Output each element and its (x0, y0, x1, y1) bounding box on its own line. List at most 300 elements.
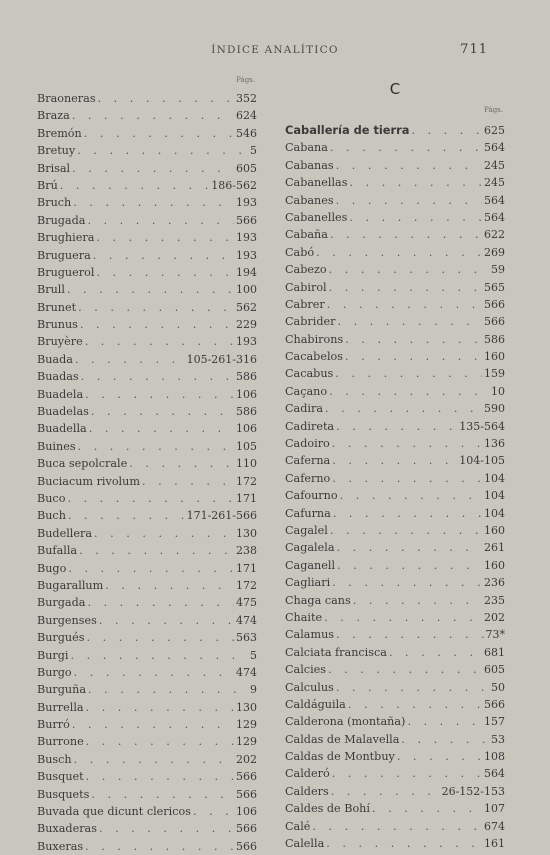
dot-leader (193, 803, 234, 820)
column-header (37, 74, 257, 90)
entry-pages: 193 (236, 335, 257, 349)
dot-leader (345, 331, 482, 348)
entry-term: Cafourno (285, 489, 338, 503)
index-entry (285, 574, 505, 591)
dot-leader (345, 348, 482, 365)
entry-pages: 674 (484, 819, 505, 833)
entry-term: Bufalla (37, 544, 78, 558)
entry-pages: 590 (484, 402, 505, 416)
pages-label: Págs. (484, 106, 503, 114)
index-entry (285, 244, 505, 261)
entry-pages: 474 (236, 613, 257, 627)
index-entry (285, 452, 505, 469)
dot-leader (328, 661, 482, 678)
index-entry (285, 592, 505, 609)
dot-leader (407, 713, 482, 730)
entry-pages: 171-261-566 (186, 509, 257, 523)
index-entry (37, 438, 257, 455)
dot-leader (78, 299, 234, 316)
index-entry (285, 400, 505, 417)
index-entry (285, 313, 505, 330)
entry-pages: 104-105 (459, 454, 505, 468)
entry-pages: 546 (236, 126, 257, 140)
entry-term: Caldas de Montbuy (285, 750, 395, 764)
entry-term: Burgenses (37, 613, 97, 627)
entry-term: Caferna (285, 454, 331, 468)
dot-leader (78, 438, 234, 455)
entry-term: Burgi (37, 648, 69, 662)
index-entry (37, 177, 257, 194)
section-letter: C (389, 80, 401, 98)
entry-pages: 202 (236, 752, 257, 766)
entry-term: Brisal (37, 161, 71, 175)
entry-pages: 130 (236, 526, 257, 540)
entry-pages: 563 (236, 631, 257, 645)
entry-term: Brunus (37, 318, 78, 332)
index-entry (37, 733, 257, 750)
dot-leader (330, 522, 482, 539)
index-entry (285, 661, 505, 678)
entry-term: Cadoiro (285, 437, 330, 451)
entry-term: Brughiera (37, 231, 95, 245)
dot-leader (329, 261, 489, 278)
dot-leader (349, 209, 482, 226)
entry-pages: 566 (236, 822, 257, 836)
index-entry (285, 139, 505, 156)
index-entry (285, 348, 505, 365)
dot-leader (72, 716, 234, 733)
index-entry (285, 731, 505, 748)
index-entry (285, 365, 505, 382)
entry-term: Buch (37, 509, 66, 523)
dot-leader (316, 244, 482, 261)
entry-list (285, 122, 505, 852)
index-entry (37, 594, 257, 611)
entry-term: Cabanas (285, 158, 334, 172)
entry-pages: 172 (236, 578, 257, 592)
dot-leader (74, 751, 234, 768)
dot-leader (325, 400, 482, 417)
index-entry (37, 247, 257, 264)
index-entry (37, 194, 257, 211)
dot-leader (332, 574, 482, 591)
entry-term: Chabirons (285, 332, 344, 346)
entry-term: Busquets (37, 787, 90, 801)
entry-term: Bretuy (37, 144, 76, 158)
entry-term: Bremón (37, 126, 82, 140)
index-entry (285, 835, 505, 852)
entry-term: Busch (37, 752, 72, 766)
entry-pages: 562 (236, 300, 257, 314)
dot-leader (353, 592, 482, 609)
entry-pages: 238 (236, 544, 257, 558)
entry-pages: 10 (491, 384, 505, 398)
index-entry (37, 281, 257, 298)
dot-leader (336, 192, 482, 209)
dot-leader (372, 800, 482, 817)
index-entry (285, 783, 505, 800)
entry-pages: 104 (484, 506, 505, 520)
dot-leader (86, 768, 234, 785)
entry-term: Cabrider (285, 315, 336, 329)
index-entry (285, 418, 505, 435)
dot-leader (336, 626, 483, 643)
dot-leader (333, 505, 482, 522)
running-head (0, 44, 550, 62)
entry-term: Bugarallum (37, 578, 104, 592)
entry-pages: 564 (484, 141, 505, 155)
entry-term: Calciata francisca (285, 645, 387, 659)
entry-pages: 202 (484, 610, 505, 624)
index-entry (285, 765, 505, 782)
entry-term: Buciacum rivolum (37, 474, 140, 488)
dot-leader (329, 279, 482, 296)
dot-leader (85, 386, 234, 403)
entry-pages: 136 (484, 437, 505, 451)
entry-term: Cadireta (285, 419, 335, 433)
index-entry (285, 505, 505, 522)
dot-leader (99, 820, 234, 837)
dot-leader (411, 122, 482, 139)
dot-leader (71, 647, 248, 664)
index-entry (37, 473, 257, 490)
entry-term: Bugo (37, 561, 67, 575)
entry-pages: 566 (484, 697, 505, 711)
index-entry (285, 748, 505, 765)
entry-pages: 104 (484, 471, 505, 485)
entry-pages: 5 (250, 144, 257, 158)
dot-leader (336, 418, 457, 435)
index-entry (285, 470, 505, 487)
entry-term: Brull (37, 283, 65, 297)
entry-pages: 106 (236, 422, 257, 436)
index-entry (285, 679, 505, 696)
index-entry (37, 455, 257, 472)
dot-leader (336, 679, 489, 696)
entry-pages: 622 (484, 228, 505, 242)
dot-leader (89, 420, 234, 437)
entry-pages: 566 (236, 770, 257, 784)
entry-term: Budellera (37, 526, 93, 540)
entry-pages: 135-564 (459, 419, 505, 433)
dot-leader (401, 731, 489, 748)
entry-pages: 605 (236, 161, 257, 175)
page-number: 711 (460, 42, 488, 57)
dot-leader (332, 452, 457, 469)
dot-leader (340, 487, 482, 504)
dot-leader (87, 594, 234, 611)
entry-term: Buadela (37, 387, 84, 401)
entry-term: Buadelas (37, 405, 89, 419)
entry-term: Bruch (37, 196, 72, 210)
index-entry (285, 818, 505, 835)
entry-term: Buadella (37, 422, 87, 436)
entry-pages: 171 (236, 561, 257, 575)
dot-leader (68, 507, 185, 524)
dot-leader (337, 557, 482, 574)
entry-term: Cabanelles (285, 210, 348, 224)
pages-label: Págs. (236, 76, 255, 84)
index-entry (37, 647, 257, 664)
index-entry (37, 125, 257, 142)
dot-leader (72, 107, 234, 124)
dot-leader (98, 90, 234, 107)
entry-pages: 236 (484, 576, 505, 590)
entry-term: Buxaderas (37, 822, 97, 836)
index-entry (37, 664, 257, 681)
index-entry (37, 229, 257, 246)
entry-pages: 172 (236, 474, 257, 488)
index-entry (285, 157, 505, 174)
index-entry (37, 525, 257, 542)
entry-pages: 475 (236, 596, 257, 610)
dot-leader (327, 296, 482, 313)
entry-pages: 564 (484, 210, 505, 224)
index-column-left (37, 74, 257, 853)
index-entry (285, 226, 505, 243)
entry-term: Calella (285, 837, 325, 851)
entry-term: Burrella (37, 700, 84, 714)
dot-leader (67, 490, 234, 507)
entry-pages: 566 (236, 787, 257, 801)
entry-pages: 229 (236, 318, 257, 332)
index-entry (285, 713, 505, 730)
dot-leader (72, 160, 234, 177)
index-entry (285, 522, 505, 539)
entry-pages: 565 (484, 280, 505, 294)
entry-pages: 73* (485, 628, 505, 642)
entry-pages: 681 (484, 645, 505, 659)
index-entry (37, 803, 257, 820)
running-title: ÍNDICE ANALÍTICO (211, 44, 339, 56)
index-entry (37, 316, 257, 333)
index-entry (285, 644, 505, 661)
dot-leader (81, 368, 234, 385)
index-entry (285, 539, 505, 556)
entry-term: Cabaña (285, 228, 328, 242)
entry-term: Burgada (37, 596, 86, 610)
entry-term: Cabanellas (285, 176, 348, 190)
dot-leader (332, 765, 482, 782)
index-entry (37, 351, 257, 368)
index-entry (37, 716, 257, 733)
entry-pages: 160 (484, 558, 505, 572)
entry-term: Calderó (285, 767, 330, 781)
index-entry (285, 261, 505, 278)
index-column-right (285, 74, 505, 851)
index-entry (37, 560, 257, 577)
dot-leader (389, 644, 482, 661)
dot-leader (129, 455, 234, 472)
entry-term: Cadira (285, 402, 323, 416)
entry-pages: 157 (484, 715, 505, 729)
index-entry (37, 403, 257, 420)
entry-term: Cafurna (285, 506, 331, 520)
entry-term: Buca sepolcrale (37, 457, 128, 471)
entry-pages: 352 (236, 92, 257, 105)
entry-term: Cabirol (285, 280, 327, 294)
index-entry (37, 368, 257, 385)
dot-leader (74, 664, 234, 681)
entry-pages: 474 (236, 665, 257, 679)
dot-leader (87, 629, 234, 646)
dot-leader (337, 313, 482, 330)
entry-pages: 566 (484, 315, 505, 329)
index-entry (285, 209, 505, 226)
entry-list (37, 90, 257, 855)
entry-pages: 624 (236, 109, 257, 123)
dot-leader (93, 247, 234, 264)
index-entry (37, 612, 257, 629)
entry-pages: 26-152-153 (441, 784, 505, 798)
dot-leader (68, 560, 234, 577)
entry-term: Cagalel (285, 523, 328, 537)
entry-pages: 105-261-316 (186, 352, 257, 366)
index-entry (285, 279, 505, 296)
entry-term: Calders (285, 784, 329, 798)
entry-term: Busquet (37, 770, 84, 784)
index-entry (37, 420, 257, 437)
entry-term: Cabana (285, 141, 328, 155)
entry-pages: 161 (484, 837, 505, 851)
index-entry (37, 212, 257, 229)
entry-term: Caballería de tierra (285, 123, 410, 137)
entry-term: Cacabus (285, 367, 334, 381)
index-entry (285, 800, 505, 817)
dot-leader (87, 212, 234, 229)
dot-leader (80, 316, 234, 333)
dot-leader (330, 139, 482, 156)
dot-leader (85, 333, 234, 350)
index-entry (37, 160, 257, 177)
index-entry (37, 299, 257, 316)
dot-leader (326, 835, 482, 852)
entry-pages: 586 (236, 370, 257, 384)
entry-pages: 245 (484, 176, 505, 190)
entry-term: Calamus (285, 628, 335, 642)
entry-pages: 245 (484, 158, 505, 172)
dot-leader (329, 383, 489, 400)
entry-pages: 130 (236, 700, 257, 714)
entry-pages: 129 (236, 735, 257, 749)
entry-pages: 9 (250, 683, 257, 697)
entry-pages: 566 (236, 213, 257, 227)
index-entry (37, 386, 257, 403)
entry-term: Bruguerol (37, 265, 95, 279)
index-entry (37, 681, 257, 698)
entry-term: Burguña (37, 683, 87, 697)
dot-leader (73, 194, 234, 211)
entry-term: Caferno (285, 471, 331, 485)
entry-pages: 586 (236, 405, 257, 419)
index-entry (285, 557, 505, 574)
entry-pages: 564 (484, 193, 505, 207)
entry-pages: 193 (236, 231, 257, 245)
entry-pages: 193 (236, 248, 257, 262)
entry-term: Buxeras (37, 839, 84, 853)
index-entry (285, 626, 505, 643)
dot-leader (337, 539, 482, 556)
entry-pages: 108 (484, 750, 505, 764)
entry-term: Caçano (285, 384, 328, 398)
index-entry (37, 629, 257, 646)
entry-term: Bruyère (37, 335, 83, 349)
index-entry (37, 107, 257, 124)
entry-pages: 566 (236, 839, 257, 853)
entry-term: Calculus (285, 680, 334, 694)
entry-pages: 586 (484, 332, 505, 346)
entry-term: Cabó (285, 245, 315, 259)
index-entry (37, 490, 257, 507)
index-entry (37, 820, 257, 837)
entry-pages: 235 (484, 593, 505, 607)
index-entry (37, 699, 257, 716)
dot-leader (77, 142, 248, 159)
entry-term: Calcies (285, 663, 327, 677)
dot-leader (84, 125, 234, 142)
index-entry (285, 609, 505, 626)
entry-term: Cabanes (285, 193, 334, 207)
index-entry (37, 751, 257, 768)
dot-leader (85, 838, 234, 855)
index-entry (285, 331, 505, 348)
dot-leader (86, 733, 234, 750)
dot-leader (331, 783, 440, 800)
dot-leader (88, 681, 248, 698)
index-entry (37, 838, 257, 855)
entry-term: Brugada (37, 213, 86, 227)
entry-pages: 261 (484, 541, 505, 555)
entry-term: Burgo (37, 665, 72, 679)
entry-term: Caldáguila (285, 697, 346, 711)
dot-leader (96, 264, 234, 281)
entry-term: Cabezo (285, 263, 327, 277)
index-entry (37, 542, 257, 559)
dot-leader (75, 351, 185, 368)
entry-pages: 50 (491, 680, 505, 694)
entry-pages: 171 (236, 491, 257, 505)
dot-leader (99, 612, 234, 629)
entry-term: Chaga cans (285, 593, 351, 607)
entry-pages: 160 (484, 523, 505, 537)
dot-leader (349, 174, 482, 191)
entry-pages: 110 (236, 457, 257, 471)
dot-leader (96, 229, 234, 246)
entry-pages: 106 (236, 805, 257, 819)
entry-term: Caganell (285, 558, 336, 572)
entry-term: Brunet (37, 300, 77, 314)
entry-pages: 566 (484, 297, 505, 311)
index-entry (285, 435, 505, 452)
dot-leader (332, 470, 482, 487)
dot-leader (330, 226, 482, 243)
entry-term: Burgués (37, 631, 85, 645)
entry-pages: 105 (236, 439, 257, 453)
entry-term: Braza (37, 109, 70, 123)
entry-pages: 59 (491, 263, 505, 277)
entry-pages: 106 (236, 387, 257, 401)
dot-leader (67, 281, 234, 298)
index-entry (285, 296, 505, 313)
index-entry (37, 786, 257, 803)
entry-pages: 194 (236, 265, 257, 279)
dot-leader (91, 786, 234, 803)
entry-term: Bruguera (37, 248, 91, 262)
entry-pages: 186-562 (211, 178, 257, 192)
entry-pages: 160 (484, 350, 505, 364)
index-entry (37, 142, 257, 159)
index-entry (285, 383, 505, 400)
